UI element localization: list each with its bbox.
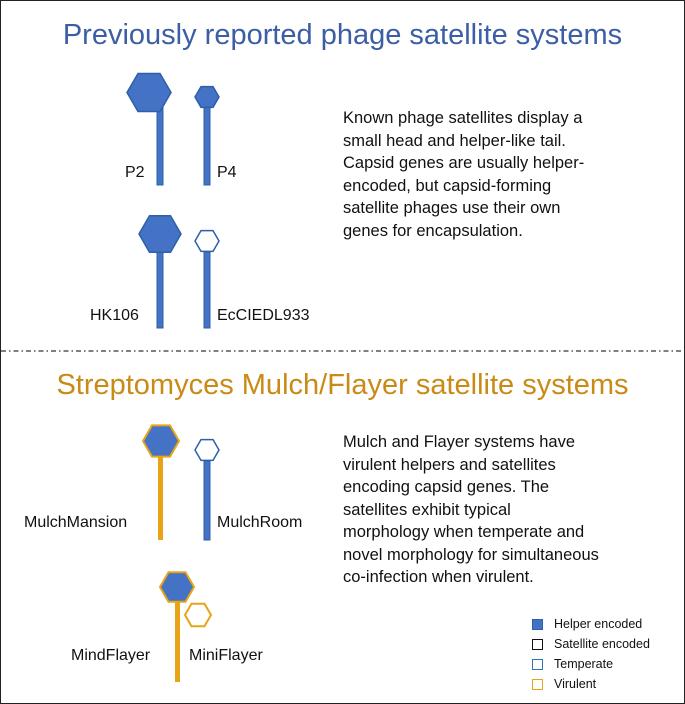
legend-label: Virulent bbox=[554, 677, 597, 691]
phage-p2-tail bbox=[157, 101, 163, 185]
description-line: virulent helpers and satellites bbox=[343, 455, 556, 474]
description-line: novel morphology for simultaneous bbox=[343, 545, 599, 564]
legend-label: Helper encoded bbox=[554, 617, 643, 631]
legend-label: Temperate bbox=[554, 657, 614, 671]
legend-swatch-outline-orange bbox=[532, 679, 543, 690]
phage-mulchroom-tail bbox=[204, 461, 210, 540]
phage-miniflayer bbox=[185, 604, 211, 627]
phage-p2-capsid bbox=[127, 74, 171, 112]
bottom-section-description bbox=[343, 431, 663, 589]
phage-ecciedl933-tail bbox=[204, 252, 210, 328]
phage-mulchmansion-tail bbox=[158, 456, 163, 540]
description-line: encoded, but capsid-forming bbox=[343, 176, 552, 195]
bottom-section-title: Streptomyces Mulch/Flayer satellite systems bbox=[56, 369, 629, 401]
legend-swatch-outline-black bbox=[532, 639, 543, 650]
description-line: co-infection when virulent. bbox=[343, 568, 534, 586]
description-line: small head and helper-like tail. bbox=[343, 131, 566, 150]
phage-label-hk106: HK106 bbox=[90, 307, 139, 324]
phage-mindflayer-capsid bbox=[160, 572, 194, 601]
legend-label: Satellite encoded bbox=[554, 637, 650, 651]
phage-miniflayer-capsid bbox=[185, 604, 211, 627]
phage-mulchroom-capsid bbox=[195, 440, 219, 461]
description-line: encoding capsid genes. The bbox=[343, 478, 550, 496]
phage-mulchmansion bbox=[143, 425, 179, 540]
phage-hk106-capsid bbox=[139, 216, 181, 252]
phage-label-ecciedl933: EcCIEDL933 bbox=[217, 307, 310, 324]
description-line: Capsid genes are usually helper- bbox=[343, 154, 585, 172]
top-section-description bbox=[343, 107, 663, 242]
phage-label-miniflayer: MiniFlayer bbox=[189, 647, 263, 664]
phage-label-mindflayer: MindFlayer bbox=[71, 647, 151, 664]
phage-mindflayer bbox=[160, 572, 194, 682]
phage-ecciedl933 bbox=[195, 231, 219, 328]
description-line: satellite phages use their own bbox=[343, 199, 561, 217]
phage-mindflayer-tail bbox=[175, 601, 180, 682]
description-line: Known phage satellites display a bbox=[343, 109, 583, 127]
description-line: morphology when temperate and bbox=[343, 523, 585, 541]
description-line: Mulch and Flayer systems have bbox=[343, 433, 576, 451]
legend-swatch-filled bbox=[532, 619, 543, 630]
phage-p4 bbox=[195, 87, 219, 185]
phage-label-p4: P4 bbox=[217, 164, 237, 181]
description-line: satellites exhibit typical bbox=[343, 500, 511, 519]
legend-swatch-outline-blue bbox=[532, 659, 543, 670]
phage-hk106-tail bbox=[157, 241, 163, 328]
top-section-title: Previously reported phage satellite systems bbox=[62, 19, 623, 51]
phage-mulchmansion-capsid bbox=[143, 425, 179, 456]
phage-p4-capsid bbox=[195, 87, 219, 108]
phage-ecciedl933-capsid bbox=[195, 231, 219, 252]
phage-p4-tail bbox=[204, 101, 210, 185]
phage-label-p2: P2 bbox=[125, 164, 145, 181]
phage-hk106 bbox=[139, 216, 181, 328]
description-line: genes for encapsulation. bbox=[343, 221, 523, 240]
phage-mulchroom bbox=[195, 440, 219, 540]
phage-label-mulchmansion: MulchMansion bbox=[24, 514, 128, 531]
phage-label-mulchroom: MulchRoom bbox=[217, 514, 303, 531]
